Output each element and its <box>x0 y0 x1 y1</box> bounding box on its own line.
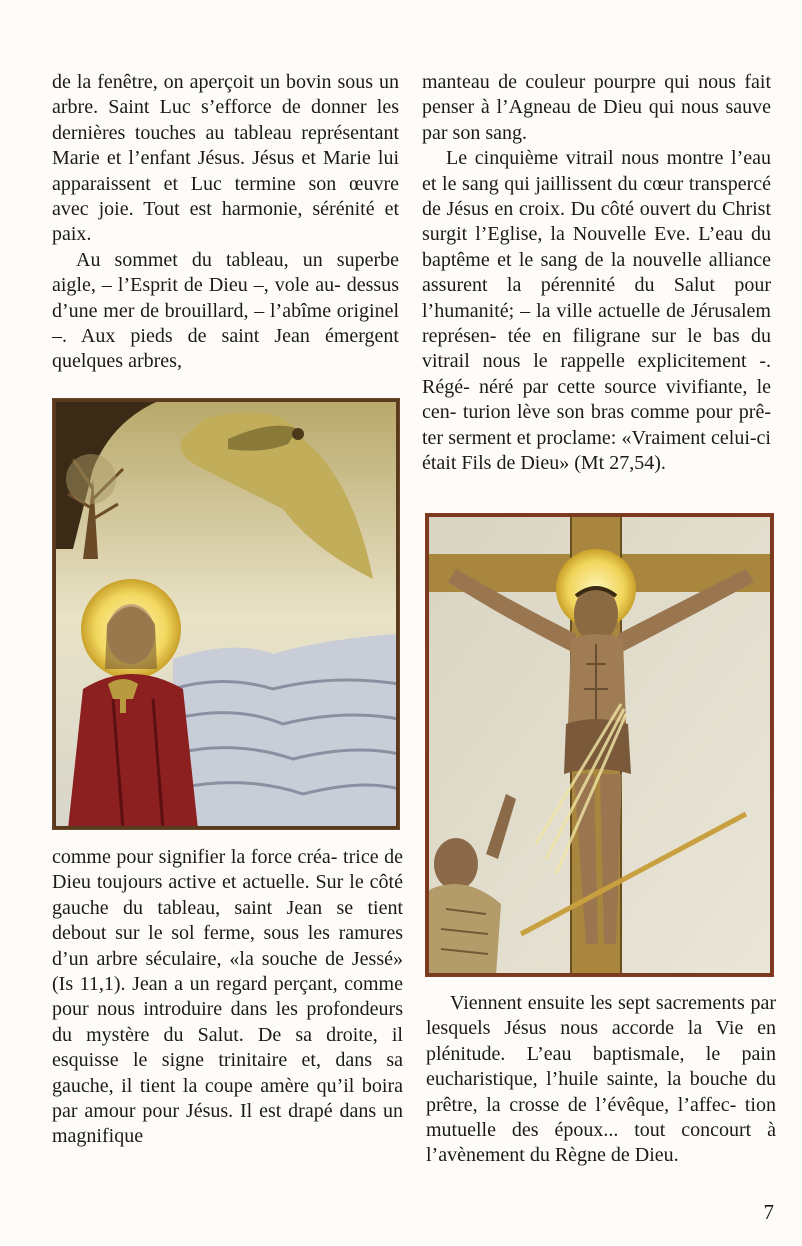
text-line: et, dans sa gauche, il tient la coupe <box>52 1049 403 1097</box>
text-line: tableau, saint Jean se tient debout sur <box>52 896 404 945</box>
text-line: Nouvelle Eve. L’eau du baptême et le <box>422 223 771 271</box>
text-line: Tout est harmonie, sérénité et paix. <box>52 198 399 246</box>
right-column-top <box>422 70 771 477</box>
text-line: comme pour signifier la force créa- <box>52 846 338 868</box>
paragraph-sacraments <box>426 991 776 1169</box>
text-line: sous un arbre. Saint Luc s’efforce de <box>52 71 399 119</box>
text-line: (Is 11,1). Jean a un regard perçant, <box>52 973 345 996</box>
text-line: actuelle. Sur le côté gauche du <box>52 871 403 919</box>
text-line: du prêtre, la crosse de l’évêque, l’affec- <box>426 1068 776 1116</box>
right-column-bottom <box>426 991 776 1169</box>
text-line: néré par cette source vivifiante, le cen- <box>422 375 772 424</box>
text-line: Jésus. Jésus et Marie lui apparaissent <box>52 147 399 195</box>
text-line: tée en filigrane sur le bas du vitrail <box>422 325 772 373</box>
saint-john-illustration <box>53 399 399 829</box>
text-line: de la fenêtre, on aperçoit un bovin <box>52 71 338 93</box>
text-line: manteau de couleur pourpre qui nous <box>422 71 745 93</box>
paragraph-saint-john <box>52 845 403 1150</box>
text-line: nous sauve par son sang. <box>422 96 771 144</box>
text-line: Jésus. Il est drapé dans un magnifique <box>52 1100 403 1148</box>
text-line: fait penser à l’Agneau de Dieu qui <box>422 71 771 119</box>
text-line: Le cinquième vitrail nous montre <box>446 147 732 170</box>
text-line: comme pour nous introduire dans les <box>52 973 403 1021</box>
text-line: turion lève son bras comme pour prê- <box>462 401 772 424</box>
text-line: transpercé de Jésus en croix. Du côté <box>422 172 771 221</box>
paragraph-purple-mantle <box>422 70 771 146</box>
paragraph-luc-painting <box>52 70 399 248</box>
text-line: eucharistique, l’huile sainte, la bouche <box>426 1068 756 1091</box>
text-line: tion mutuelle des époux... tout concourt <box>426 1093 776 1142</box>
paragraph-eagle <box>52 248 399 375</box>
stained-glass-crucifixion-image <box>425 513 774 977</box>
text-line: Jean émergent quelques arbres, <box>52 325 399 373</box>
text-line: pérennité du Salut pour l’humanité; – <box>422 274 771 322</box>
page-number: 7 <box>763 1200 774 1224</box>
text-line: amère qu’il boira par amour pour <box>52 1074 404 1123</box>
text-line: celui-ci était Fils de Dieu» (Mt 27,54). <box>422 426 771 475</box>
left-column-bottom <box>52 845 403 1150</box>
text-line: sang de la nouvelle alliance assurent la <box>422 248 771 297</box>
text-line: aigle, – l’Esprit de Dieu –, vole au- <box>52 274 341 297</box>
text-line: à l’avènement du Règne de Dieu. <box>426 1119 776 1167</box>
text-line: l’abîme originel –. Aux pieds de saint <box>52 299 399 348</box>
text-line: sa droite, il esquisse le signe trinitaire <box>52 1023 403 1072</box>
text-line: la ville actuelle de Jérusalem représen- <box>422 299 771 348</box>
text-line: tableau représentant Marie et l’enfant <box>52 121 400 170</box>
text-line: ouvert du Christ surgit l’Eglise, la <box>422 198 772 246</box>
text-line: et Luc termine son œuvre avec joie. <box>52 172 399 221</box>
text-line: dessus d’une mer de brouillard, – <box>52 274 399 322</box>
text-line: profondeurs du mystère du Salut. De <box>52 998 403 1046</box>
stained-glass-saint-john-image <box>52 398 400 830</box>
text-line: ter serment et proclame: «Vraiment <box>422 426 712 449</box>
left-column-top <box>52 70 399 375</box>
crucifixion-illustration <box>426 514 773 976</box>
text-line: l’eau et le sang qui jaillissent du cœur <box>422 147 771 195</box>
paragraph-fifth-window <box>422 146 771 476</box>
text-line: par lesquels Jésus nous accorde la Vie <box>426 992 776 1040</box>
text-line: le sol ferme, sous les ramures d’un <box>52 922 403 970</box>
text-line: donner les dernières touches au <box>52 96 399 144</box>
text-line: nous le rappelle explicitement -. Régé- <box>422 350 771 398</box>
text-line: arbre séculaire, «la souche de Jessé» <box>96 947 403 970</box>
text-line: en plénitude. L’eau baptismale, le pain <box>426 1017 776 1065</box>
text-line: Au sommet du tableau, un superbe <box>76 248 399 271</box>
text-line: Viennent ensuite les sept sacrements <box>450 992 751 1014</box>
text-line: trice de Dieu toujours active et <box>52 846 404 894</box>
